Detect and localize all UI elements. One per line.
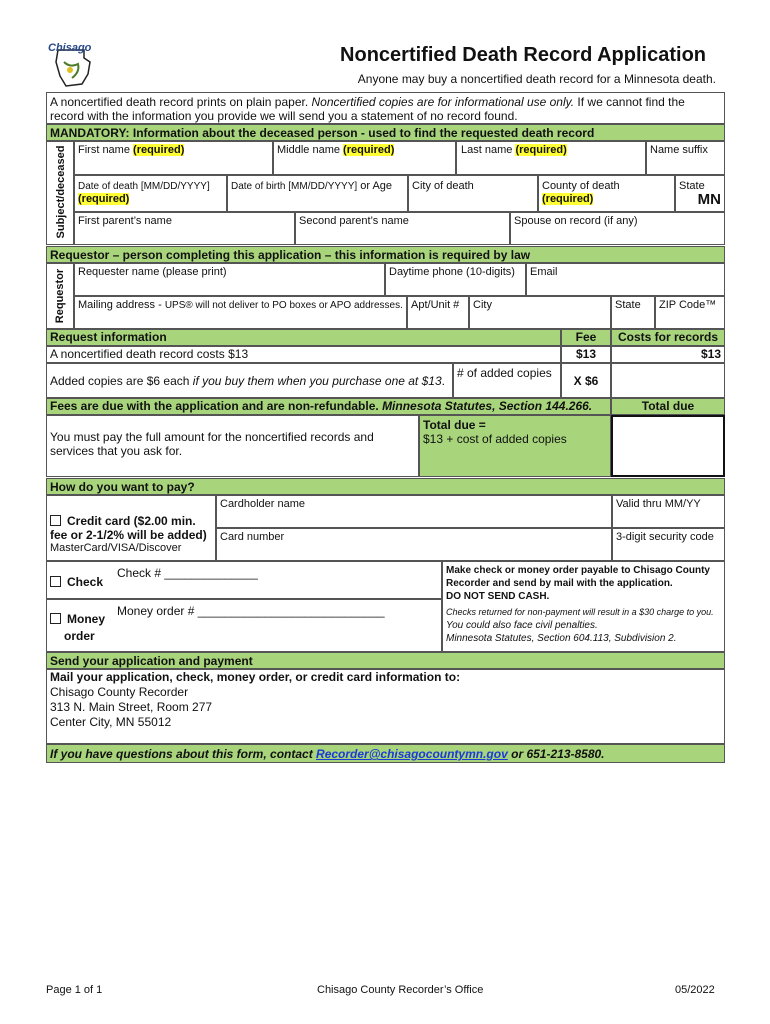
cost-value-1: $13 (611, 346, 725, 363)
money-order-checkbox[interactable] (50, 613, 61, 624)
middle-name-field[interactable] (273, 141, 456, 175)
requestor-side-label-box (46, 263, 74, 329)
requestor-side-label: Requestor (54, 268, 66, 324)
office-name: Chisago County Recorder’s Office (317, 984, 484, 996)
check-option[interactable] (46, 561, 442, 599)
required-tag: (required) (133, 144, 185, 156)
check-checkbox[interactable] (50, 576, 61, 587)
money-order-label: Money (67, 612, 106, 626)
last-name-field[interactable] (456, 141, 646, 175)
payment-instructions (442, 561, 725, 652)
second-parent-label: Second parent’s name (299, 215, 409, 227)
recorder-email-link[interactable]: Recorder@chisagocountymn.gov (316, 747, 508, 761)
date-of-death-field[interactable] (74, 175, 227, 212)
daytime-phone-label: Daytime phone (10-digits) (389, 266, 515, 278)
spouse-label: Spouse on record (if any) (514, 215, 638, 227)
name-suffix-field[interactable] (646, 141, 725, 175)
security-code-label: 3-digit security code (616, 531, 714, 543)
credit-card-label: Credit card ($2.00 min. (67, 514, 196, 528)
questions-phone: or 651-213-8580. (507, 747, 605, 761)
money-order-option[interactable] (46, 599, 442, 652)
required-tag: (required) (515, 144, 567, 156)
spouse-field[interactable] (510, 212, 725, 245)
statute-note: Minnesota Statutes, Section 604.113, Subdivision 2. (446, 633, 677, 644)
added-copies-text-b: if you buy them when you purchase one at $13 (192, 374, 442, 388)
date-of-birth-field[interactable] (227, 175, 408, 212)
first-parent-field[interactable] (74, 212, 295, 245)
questions-bar (46, 744, 725, 763)
address-line-2: 313 N. Main Street, Room 277 (50, 700, 213, 714)
state-label: State (615, 299, 641, 311)
county-of-death-field[interactable] (538, 175, 675, 212)
required-tag: (required) (78, 193, 130, 205)
fees-note (46, 398, 611, 415)
credit-card-checkbox[interactable] (50, 515, 61, 526)
city-of-death-field[interactable] (408, 175, 538, 212)
valid-thru-field[interactable] (612, 495, 725, 528)
cardholder-label: Cardholder name (220, 498, 305, 510)
total-due-formula: $13 + cost of added copies (423, 432, 567, 446)
costs-header: Costs for records (611, 329, 725, 346)
total-due-label: Total due = (423, 418, 486, 432)
form-subtitle: Anyone may buy a noncertified death record for a Minnesota death. (357, 72, 716, 86)
security-code-field[interactable] (612, 528, 725, 561)
state-label: State (679, 180, 705, 192)
county-logo (44, 40, 100, 92)
last-name-label: Last name (461, 144, 513, 156)
fees-note-a: Fees are due with the application and are non-refundable. (50, 399, 383, 413)
no-cash-note: DO NOT SEND CASH. (446, 591, 550, 602)
or-age-label: or Age (360, 180, 393, 192)
card-number-field[interactable] (216, 528, 612, 561)
form-date: 05/2022 (675, 984, 715, 996)
ups-note: UPS® will not deliver to PO boxes or APO addresses. (164, 300, 403, 311)
page-number: Page 1 of 1 (46, 984, 103, 996)
email-field[interactable] (526, 263, 725, 296)
total-due-field[interactable] (611, 415, 725, 477)
middle-name-label: Middle name (277, 144, 340, 156)
send-heading: Send your application and payment (46, 652, 725, 669)
added-copies-text-a: Added copies are $6 each (50, 374, 193, 388)
mailing-address-field[interactable] (74, 296, 407, 329)
record-cost-line: A noncertified death record costs $13 (46, 346, 561, 363)
subject-side-label: Subject/deceased (55, 145, 67, 239)
mail-to-label: Mail your application, check, money order, or credit card information to: (50, 670, 461, 684)
first-name-label: First name (78, 144, 130, 156)
intro-part-c: If we cannot find the record with the information you provide we will send you a statement of no record found. (50, 95, 685, 123)
payable-note: Make check or money order payable to Chisago County Recorder and send by mail with the application. (446, 565, 710, 589)
added-copies-line (46, 363, 453, 398)
form-title: Noncertified Death Record Application (340, 44, 706, 66)
fee-header: Fee (561, 329, 611, 346)
credit-card-option[interactable] (46, 495, 216, 561)
zip-field[interactable] (655, 296, 725, 329)
added-copies-cost-field[interactable] (611, 363, 725, 398)
fee-value-1: $13 (561, 346, 611, 363)
total-due-header: Total due (611, 398, 725, 415)
logo-text: Chisago (48, 42, 92, 54)
apt-unit-label: Apt/Unit # (411, 299, 460, 311)
returned-check-note: Checks returned for non-payment will result in a $30 charge to you. (446, 607, 714, 617)
intro-part-a: A noncertified death record prints on plain paper. (50, 95, 312, 109)
requestor-heading: Requestor – person completing this application – this information is required by law (46, 246, 725, 263)
check-label: Check (67, 575, 104, 589)
subject-side-label-box (46, 141, 74, 245)
civil-penalty-note: You could also face civil penalties. (446, 620, 598, 631)
apt-unit-field[interactable] (407, 296, 469, 329)
mandatory-heading: MANDATORY: Information about the deceased person - used to find the requested death record (46, 124, 725, 141)
pay-full-note: You must pay the full amount for the noncertified records and services that you ask for. (46, 415, 419, 477)
address-line-3: Center City, MN 55012 (50, 715, 172, 729)
money-order-number-field[interactable]: Money order # ____________________________ (117, 604, 385, 618)
state-value: MN (697, 191, 721, 208)
county-of-death-label: County of death (542, 180, 620, 192)
required-tag: (required) (542, 193, 594, 205)
fees-note-statute: Minnesota Statutes, Section 144.266. (382, 399, 593, 413)
second-parent-field[interactable] (295, 212, 510, 245)
money-order-label-2: order (64, 629, 95, 643)
city-label: City (473, 299, 492, 311)
credit-card-fee-label: fee or 2-1/2% will be added) (50, 528, 207, 542)
mail-address-block (46, 669, 725, 744)
added-copies-text-c: . (441, 374, 445, 388)
requester-name-field[interactable] (74, 263, 385, 296)
mailing-address-label: Mailing address - (78, 299, 165, 311)
check-number-field[interactable]: Check # ______________ (117, 566, 258, 580)
request-heading: Request information (46, 329, 561, 346)
email-label: Email (530, 266, 558, 278)
required-tag: (required) (343, 144, 395, 156)
city-of-death-label: City of death (412, 180, 474, 192)
zip-label: ZIP Code™ (659, 299, 717, 311)
city-field[interactable] (469, 296, 611, 329)
valid-thru-label: Valid thru MM/YY (616, 498, 701, 510)
cardholder-field[interactable] (216, 495, 612, 528)
first-parent-label: First parent’s name (78, 215, 172, 227)
state-field-requestor[interactable] (611, 296, 655, 329)
daytime-phone-field[interactable] (385, 263, 526, 296)
payment-heading: How do you want to pay? (46, 478, 725, 495)
intro-part-b: Noncertified copies are for informational use only. (311, 95, 575, 109)
name-suffix-label: Name suffix (650, 144, 708, 156)
total-due-formula-box (419, 415, 611, 477)
address-line-1: Chisago County Recorder (50, 685, 189, 699)
added-copies-label: # of added copies (457, 366, 552, 380)
date-of-death-label: Date of death [MM/DD/YYYY] (78, 181, 210, 192)
state-field (675, 175, 725, 212)
date-of-birth-label: Date of birth [MM/DD/YYYY] (231, 181, 358, 192)
card-types: MasterCard/VISA/Discover (50, 542, 182, 554)
first-name-field[interactable] (74, 141, 273, 175)
added-copies-field[interactable] (453, 363, 561, 398)
intro-text (46, 92, 725, 124)
card-number-label: Card number (220, 531, 285, 543)
questions-text: If you have questions about this form, contact (50, 747, 317, 761)
requester-name-label: Requester name (please print) (78, 266, 227, 278)
fee-value-2: X $6 (561, 363, 611, 398)
